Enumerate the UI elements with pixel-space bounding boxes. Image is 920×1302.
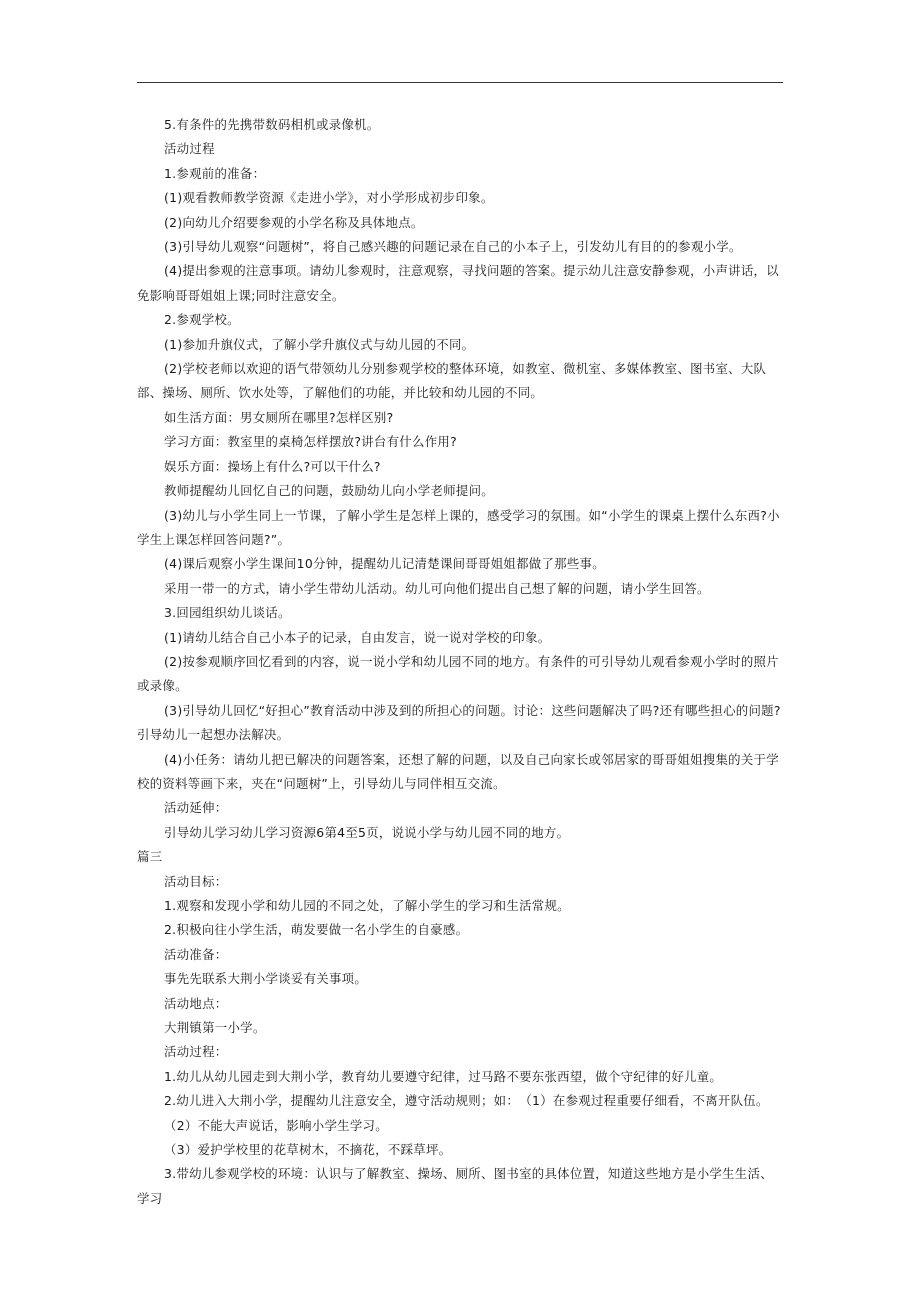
paragraph: 事先先联系大荆小学谈妥有关事项。	[164, 971, 368, 987]
paragraph: 2.参观学校。	[164, 312, 240, 328]
document-body	[137, 113, 783, 1211]
paragraph: (2)向幼儿介绍要参观的小学名称及具体地点。	[164, 214, 424, 230]
section-heading: 活动延伸：	[164, 800, 228, 816]
paragraph: (1)请幼儿结合自己小本子的记录，自由发言，说一说对学校的印象。	[164, 629, 551, 645]
paragraph: (2)按参观顺序回忆看到的内容，说一说小学和幼儿园不同的地方。有条件的可引导幼儿观看参观小学时的照片或录像。	[137, 653, 779, 694]
section-heading: 活动过程	[164, 141, 215, 157]
paragraph: 2.积极向往小学生活，萌发要做一名小学生的自豪感。	[164, 922, 469, 938]
part-heading: 篇三	[137, 849, 163, 865]
paragraph: 教师提醒幼儿回忆自己的问题，鼓励幼儿向小学老师提问。	[164, 483, 494, 499]
paragraph: (4)小任务：请幼儿把已解决的问题答案，还想了解的问题，以及自己向家长或邻居家的哥哥姐姐搜集的关于学校的资料等画下来，夹在“问题树”上，引导幼儿与同伴相互交流。	[137, 751, 779, 791]
paragraph: 娱乐方面：操场上有什么?可以干什么?	[164, 458, 381, 474]
header-rule	[137, 82, 783, 83]
paragraph: 如生活方面：男女厕所在哪里?怎样区别?	[164, 409, 394, 425]
paragraph: 1.幼儿从幼儿园走到大荆小学，教育幼儿要遵守纪律，过马路不要东张西望，做个守纪律的好儿童。	[164, 1068, 723, 1084]
paragraph: 3.回园组织幼儿谈话。	[164, 605, 291, 621]
paragraph: 5.有条件的先携带数码相机或录像机。	[164, 117, 380, 132]
section-heading: 活动准备：	[164, 946, 228, 962]
paragraph: (1)观看教师教学资源《走进小学》，对小学形成初步印象。	[164, 190, 494, 206]
paragraph: (4)提出参观的注意事项。请幼儿参观时，注意观察，寻找问题的答案。提示幼儿注意安静参观，小声讲话，以免影响哥哥姐姐上课;同时注意安全。	[137, 263, 779, 303]
paragraph: (1)参加升旗仪式，了解小学升旗仪式与幼儿园的不同。	[164, 336, 475, 352]
paragraph: (2)学校老师以欢迎的语气带领幼儿分别参观学校的整体环境，如教室、微机室、多媒体教室、图书室、大队部、操场、厕所、饮水处等，了解他们的功能，并比较和幼儿园的不同。	[137, 361, 767, 401]
paragraph: 采用一带一的方式，请小学生带幼儿活动。幼儿可向他们提出自己想了解的问题，请小学生回答。	[164, 580, 710, 596]
paragraph: 1.参观前的准备：	[164, 165, 266, 181]
paragraph: 2.幼儿进入大荆小学，提醒幼儿注意安全，遵守活动规则；如： （1）在参观过程重要仔细看，不离开队伍。	[164, 1093, 769, 1109]
paragraph: 学习方面：教室里的桌椅怎样摆放?讲台有什么作用?	[164, 434, 457, 450]
paragraph: (3)幼儿与小学生同上一节课，了解小学生是怎样上课的，感受学习的氛围。如“小学生的课桌上摆什么东西?小学生上课怎样回答问题?”。	[137, 507, 780, 547]
paragraph: 3.带幼儿参观学校的环境：认识与了解教室、操场、厕所、图书室的具体位置，知道这些地方是小学生生活、学习	[137, 1166, 773, 1206]
paragraph: 1.观察和发现小学和幼儿园的不同之处，了解小学生的学习和生活常规。	[164, 898, 570, 913]
paragraph: (4)课后观察小学生课间10分钟，提醒幼儿记清楚课间哥哥姐姐都做了那些事。	[164, 556, 605, 572]
paragraph: 引导幼儿学习幼儿学习资源6第4至5页，说说小学与幼儿园不同的地方。	[164, 824, 570, 840]
section-heading: 活动目标：	[164, 873, 228, 889]
paragraph: (3)引导幼儿观察“问题树”，将自己感兴趣的问题记录在自己的小本子上，引发幼儿有目的的参观小学。	[164, 239, 742, 255]
paragraph: （2）不能大声说话，影响小学生学习。	[164, 1117, 388, 1133]
section-heading: 活动过程：	[164, 1044, 228, 1060]
paragraph: 大荆镇第一小学。	[164, 1020, 266, 1036]
section-heading: 活动地点：	[164, 995, 228, 1011]
paragraph: (3)引导幼儿回忆“好担心”教育活动中涉及到的所担心的问题。讨论：这些问题解决了吗?还有哪些担心的问题?引导幼儿一起想办法解决。	[137, 702, 781, 743]
paragraph: （3）爱护学校里的花草树木，不摘花，不踩草坪。	[164, 1142, 452, 1158]
